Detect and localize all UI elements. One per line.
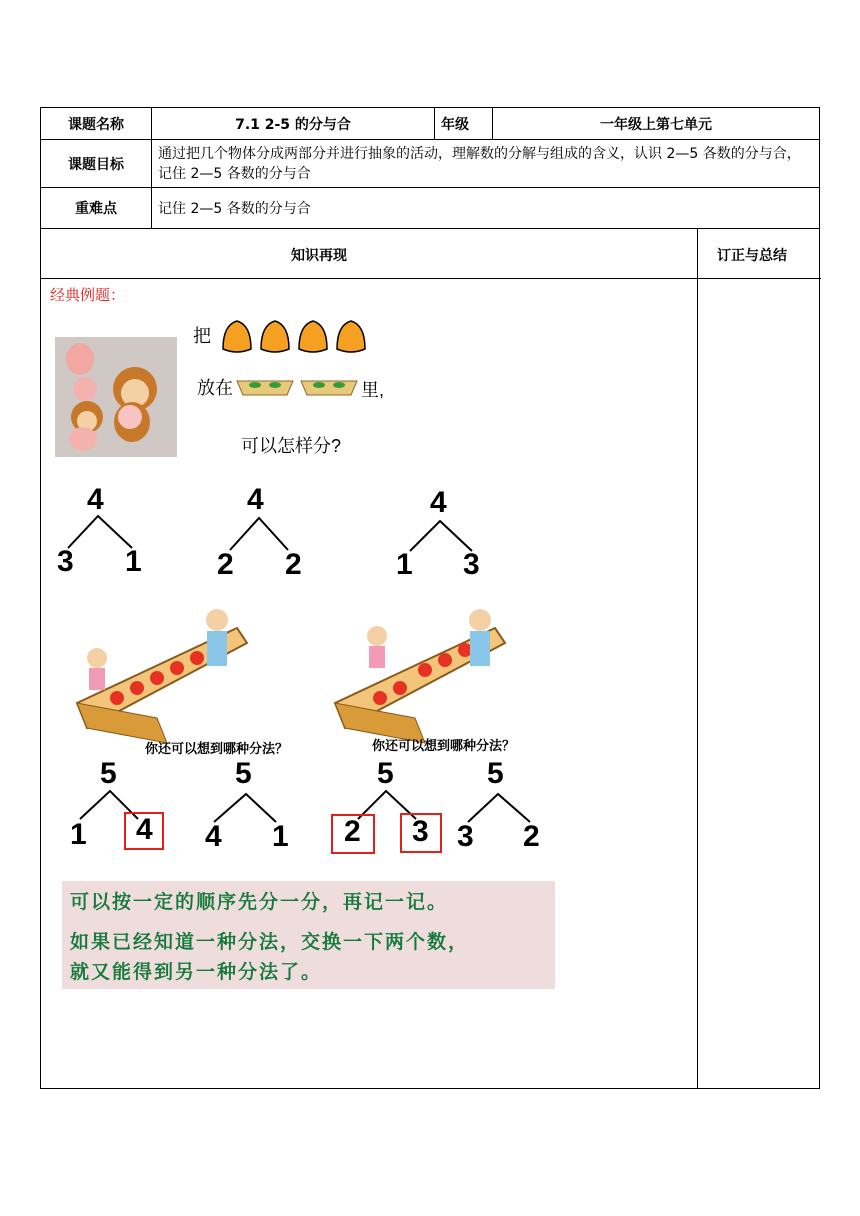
split-4c-branch: [400, 515, 480, 555]
split-4a-right: 1: [125, 545, 142, 578]
split-4a-branch: [60, 510, 140, 550]
split-5b-left: 4: [205, 820, 222, 853]
split-5c-right: 3: [412, 815, 429, 848]
children-board-illustration-left: [57, 598, 252, 748]
grade-value: 一年级上第七单元: [493, 108, 820, 140]
baskets-icon: [235, 376, 360, 398]
note-line-3: 就又能得到另一种分法了。: [70, 961, 323, 983]
column-divider: [697, 229, 698, 1089]
note-line-2: 如果已经知道一种分法，交换一下两个数，: [70, 931, 470, 953]
split-5a-left: 1: [70, 818, 87, 851]
correction-heading: 订正与总结: [717, 248, 787, 264]
caption-right: 你还可以想到哪种分法？: [372, 739, 516, 754]
section-divider: [41, 278, 821, 279]
key-value: 记住 2—5 各数的分与合: [152, 188, 820, 229]
split-4b-branch: [220, 512, 300, 552]
children-board-illustration-right: [315, 598, 510, 748]
split-5a-top: 5: [100, 757, 117, 790]
split-5d-top: 5: [487, 757, 504, 790]
split-5c-top: 5: [377, 757, 394, 790]
li-text: 里,: [361, 380, 385, 400]
split-4c-left: 1: [396, 548, 413, 581]
split-4c-top: 4: [430, 486, 447, 519]
goal-label: 课题目标: [41, 140, 152, 188]
split-5c-left: 2: [344, 815, 361, 848]
split-4c-right: 3: [463, 548, 480, 581]
note-line-1: 可以按一定的顺序先分一分，再记一记。: [70, 891, 449, 913]
caption-left: 你还可以想到哪种分法？: [145, 742, 289, 757]
split-5b-right: 1: [272, 820, 289, 853]
split-4b-left: 2: [217, 548, 234, 581]
lesson-info-table: [40, 107, 820, 229]
example-title: 经典例题：: [50, 286, 126, 304]
fangzai-text: 放在: [197, 378, 233, 398]
split-4b-top: 4: [247, 483, 264, 516]
question-text: 可以怎样分?: [241, 436, 342, 456]
split-5d-left: 3: [457, 820, 474, 853]
summary-note: [62, 881, 555, 989]
monkey-peach-illustration: [55, 337, 177, 457]
split-5d-right: 2: [523, 820, 540, 853]
grade-label: 年级: [435, 108, 493, 140]
goal-value: 通过把几个物体分成两部分并进行抽象的活动，理解数的分解与组成的含义，认识 2—5 各数的分与合，记住 2—5 各数的分与合: [152, 140, 820, 188]
split-5a-right: 4: [136, 813, 153, 846]
peaches-icon: [218, 317, 368, 357]
split-4a-top: 4: [87, 483, 104, 516]
topic-value: 7.1 2-5 的分与合: [152, 108, 435, 140]
split-5b-top: 5: [235, 757, 252, 790]
split-4b-right: 2: [285, 548, 302, 581]
key-label: 重难点: [41, 188, 152, 229]
split-4a-left: 3: [57, 545, 74, 578]
knowledge-heading: 知识再现: [291, 248, 347, 264]
ba-text: 把: [193, 326, 211, 346]
topic-label: 课题名称: [41, 108, 152, 140]
